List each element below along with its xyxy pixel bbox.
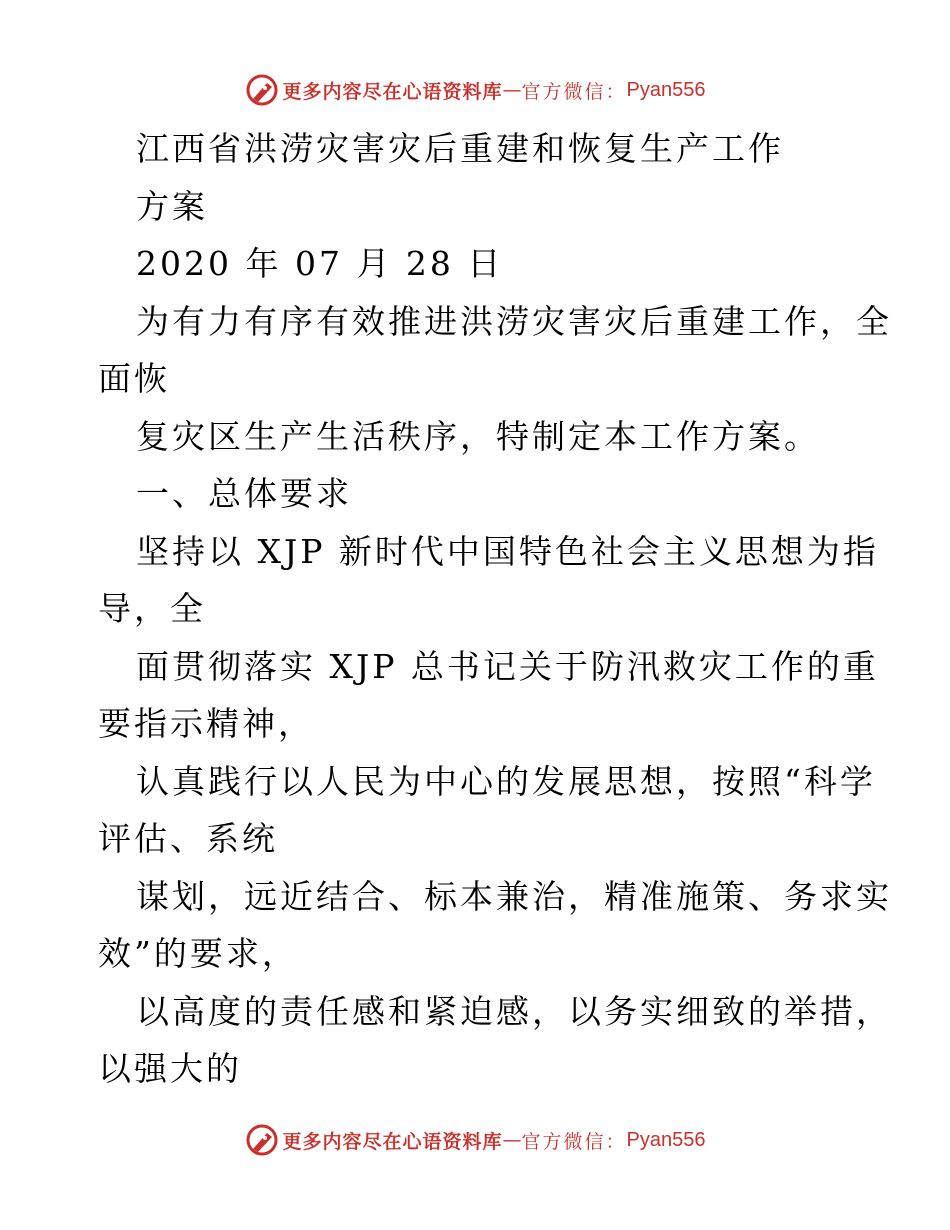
pen-nib-logo-icon — [245, 1123, 279, 1157]
watermark-main-text: 更多内容尽在心语资料库 — [282, 80, 503, 103]
doc-line: 复灾区生产生活秩序，特制定本工作方案。 — [136, 416, 820, 456]
document-body — [98, 120, 892, 1098]
doc-line: 认真践行以人民为中心的发展思想，按照“科学 — [136, 761, 876, 801]
watermark-sub-text: 官方微信： — [521, 1130, 627, 1153]
watermark-handle: Pyan556 — [626, 78, 706, 101]
doc-line: 以高度的责任感和紧迫感，以务实细致的举措， — [136, 991, 892, 1031]
watermark-separator: — — [502, 1129, 522, 1151]
pen-nib-logo-icon — [245, 73, 279, 107]
doc-line: 谋划，远近结合、标本兼治，精准施策、务求实 — [136, 876, 892, 916]
doc-line: 坚持以 XJP 新时代中国特色社会主义思想为指 — [136, 531, 879, 571]
doc-line: 以强大的 — [98, 1049, 242, 1088]
doc-line: 效”的要求， — [98, 934, 298, 973]
doc-line: 江西省洪涝灾害灾后重建和恢复生产工作 — [136, 129, 784, 168]
watermark-handle: Pyan556 — [626, 1128, 706, 1151]
watermark-separator: — — [502, 79, 522, 101]
doc-line: 导，全 — [98, 589, 206, 628]
watermark-sub-text: 官方微信： — [521, 80, 627, 103]
doc-line: 评估、系统 — [98, 819, 278, 858]
doc-line: 为有力有序有效推进洪涝灾害灾后重建工作，全 — [136, 301, 892, 341]
doc-line: 要指示精神， — [98, 704, 314, 743]
doc-line: 面恢 — [98, 359, 170, 398]
footer-watermark — [0, 1120, 950, 1160]
header-watermark — [0, 70, 950, 110]
watermark-main-text: 更多内容尽在心语资料库 — [282, 1130, 503, 1153]
doc-line: 2020 年 07 月 28 日 — [136, 244, 504, 283]
doc-line: 一、总体要求 — [136, 474, 352, 513]
doc-line: 方案 — [136, 186, 208, 226]
doc-line: 面贯彻落实 XJP 总书记关于防汛救灾工作的重 — [136, 646, 879, 686]
